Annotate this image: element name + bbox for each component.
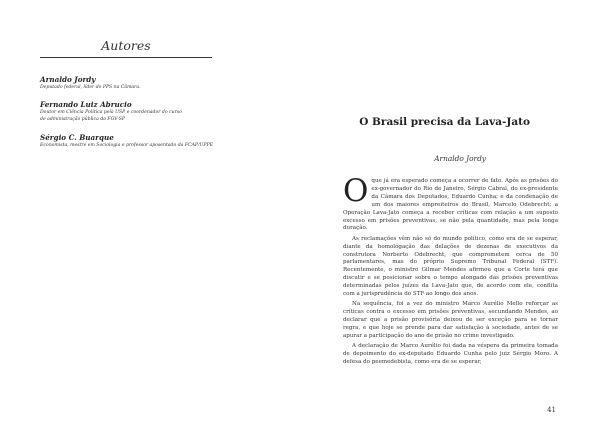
article-body (343, 173, 558, 367)
author-name: Arnaldo Jordy (40, 75, 96, 84)
drop-cap: O (343, 173, 369, 209)
article-title: O Brasil precisa da Lava-Jato (359, 116, 530, 128)
section-title: Autores (101, 38, 151, 53)
page-number: 41 (547, 406, 556, 414)
author-entry (40, 75, 285, 91)
author-description-line: de administração pública da FGV-SP (40, 117, 125, 123)
author-name: Sérgio C. Buarque (40, 133, 114, 142)
article-paragraph: A declaração de Marco Aurélio foi dada na véspera da primeira tomada de depoimento do ex-deputado Eduardo Cunha pelo juiz Sérgio Moro. A defesa do peemedebista, como era de se esperar, (343, 343, 558, 366)
right-page (300, 0, 600, 439)
author-description-line: Deputado federal, líder do PPS na Câmara. (40, 85, 141, 90)
section-title-underline (40, 57, 212, 58)
author-description-line: Economista, mestre em Sociologia e professor aposentado da FCAP/UPPE (40, 143, 213, 148)
author-name: Fernando Luiz Abrucio (40, 100, 132, 109)
paragraph-text: que já era esperado começa a ocorrer de fato. Após as prisões do ex-governador do Rio de Janeiro, Sérgio Cabral, do ex-presidente da Câmara dos Deputados, Eduardo Cunha; e da condenação de um dos maiores empreiteiros do Brasil, Marcelo Odebrecht; a Operação Lava-Jato começa a receber críticas com relação a um suposto excesso em prisões preventivas, se não pela quantidade, mas pela longa duração. (343, 178, 558, 232)
article-paragraph: As reclamações vêm não só do mundo político, como era de se esperar, diante da homologação das delações de dezenas de executivos da construtora Norberto Odebrecht, que comprometem cerca de 50 parlamentares, mas do próprio Supremo Tribunal Federal (STF). Recentemente, o ministro Gilmar Mendes afirmou que a Corte terá que discutir e se posicionar sobre o tempo alongado das prisões preventivas determinadas pelos juízes da Lava-Jato que, de acordo com ele, conflita com a jurisprudência do STF ao longo dos anos. (343, 235, 558, 298)
article-paragraph: Na sequência, foi a vez do ministro Marco Aurélio Mello reforçar as críticas contra o excesso em prisões preventivas, secundando Mendes, ao declarar que a prisão provisória deixou de ser exceção para se tornar regra, e que hoje se prende para dar satisfação à sociedade, antes de se apurar a participação do ano de prisão no crime investigado. (343, 301, 558, 339)
article-paragraph (343, 173, 558, 233)
author-entry (40, 133, 285, 149)
author-entry (40, 100, 285, 123)
article-author: Arnaldo Jordy (434, 154, 486, 163)
author-description-line: Doutor em Ciência Política pela USP e coordenador do curso (40, 110, 182, 115)
